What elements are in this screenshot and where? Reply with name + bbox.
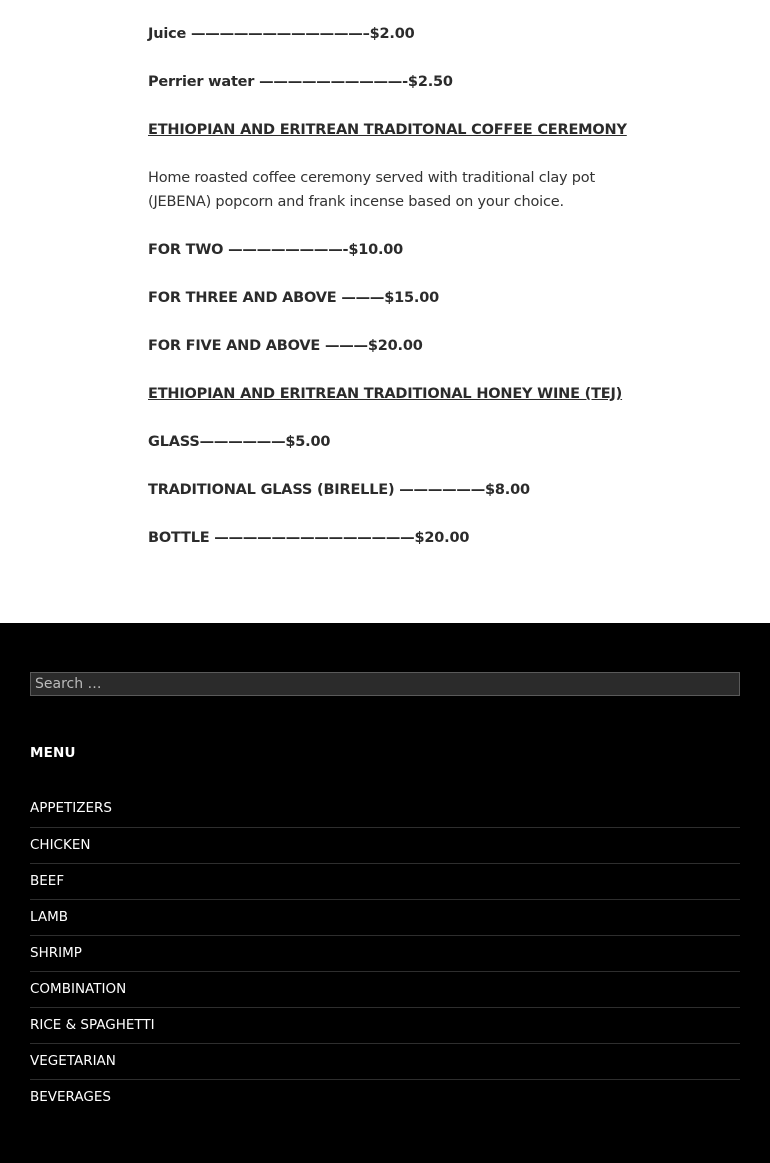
search-input[interactable]	[30, 672, 740, 696]
menu-link-label[interactable]: VEGETARIAN	[30, 1053, 116, 1069]
section-heading-honey-wine: ETHIOPIAN AND ERITREAN TRADITIONAL HONEY WINE (TEJ)	[148, 386, 623, 402]
menu-entry-juice: Juice ————————————–$2.00	[148, 26, 415, 42]
menu-link-rice-spaghetti[interactable]	[30, 1007, 740, 1043]
menu-link-label[interactable]: APPETIZERS	[30, 800, 113, 816]
menu-link-appetizers[interactable]	[30, 791, 740, 827]
menu-entry-traditional-glass: TRADITIONAL GLASS (BIRELLE) ——————$8.00	[148, 482, 530, 498]
menu-link-label[interactable]: BEVERAGES	[30, 1089, 111, 1105]
menu-link-beef[interactable]	[30, 863, 740, 899]
menu-entry-for-three: FOR THREE AND ABOVE ———$15.00	[148, 290, 439, 306]
menu-link-vegetarian[interactable]	[30, 1043, 740, 1079]
footer-menu-list	[30, 791, 740, 1115]
menu-link-label[interactable]: RICE & SPAGHETTI	[30, 1017, 155, 1033]
coffee-ceremony-description: Home roasted coffee ceremony served with traditional clay pot (JEBENA) popcorn and frank incense based on your choice.	[148, 170, 595, 210]
menu-link-label[interactable]: SHRIMP	[30, 945, 82, 961]
menu-entry-for-two: FOR TWO ————————-$10.00	[148, 242, 404, 258]
menu-link-beverages[interactable]	[30, 1079, 740, 1115]
menu-entry-bottle: BOTTLE ——————————————$20.00	[148, 530, 470, 546]
menu-link-combination[interactable]	[30, 971, 740, 1007]
menu-link-label[interactable]: COMBINATION	[30, 981, 127, 997]
menu-entry-glass: GLASS——————$5.00	[148, 434, 331, 450]
menu-link-label[interactable]: BEEF	[30, 873, 65, 889]
menu-link-label[interactable]: LAMB	[30, 909, 68, 925]
menu-link-label[interactable]: CHICKEN	[30, 837, 91, 853]
section-heading-coffee-ceremony: ETHIOPIAN AND ERITREAN TRADITONAL COFFEE CEREMONY	[148, 122, 627, 138]
menu-link-lamb[interactable]	[30, 899, 740, 935]
menu-link-chicken[interactable]	[30, 827, 740, 863]
menu-link-shrimp[interactable]	[30, 935, 740, 971]
site-footer	[0, 623, 770, 1163]
menu-entry-perrier-water: Perrier water ——————————-$2.50	[148, 74, 453, 90]
menu-entry-for-five: FOR FIVE AND ABOVE ———$20.00	[148, 338, 423, 354]
menu-widget-title: MENU	[30, 745, 76, 761]
